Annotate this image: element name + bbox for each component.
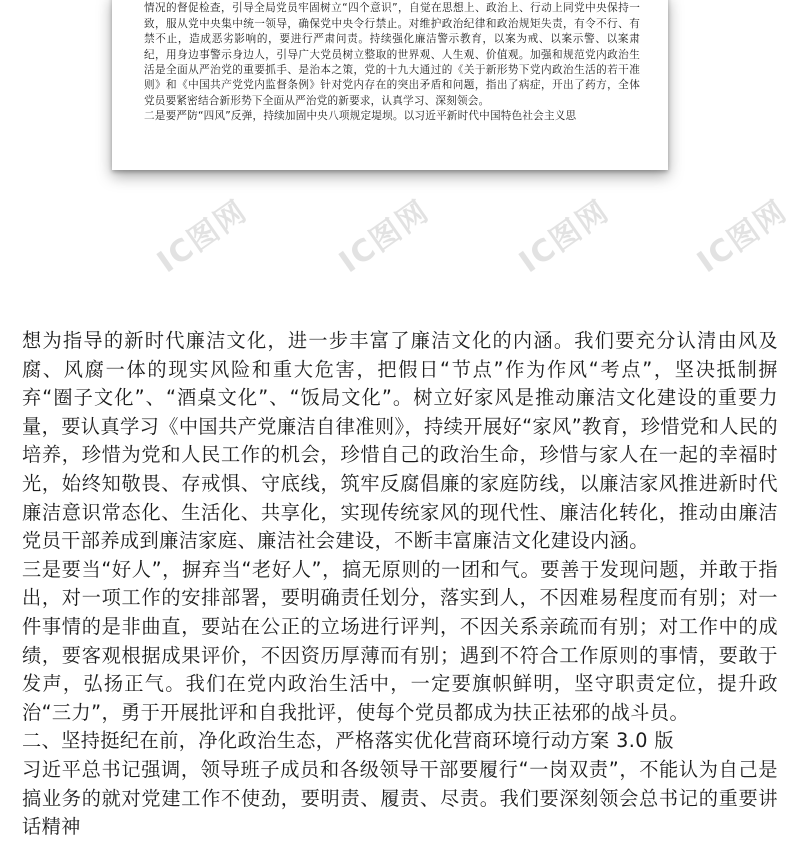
body-paragraph: 想为指导的新时代廉洁文化，进一步丰富了廉洁文化的内涵。我们要充分认清由风及腐、风腐一体的现实风险和重大危害，把假日“节点”作为作风“考点”，坚决抵制摒弃“圈子文化”、“酒桌文化”、“饭局文化”。树立好家风是推动廉洁文化建设的重要力量，要认真学习《中国共产党廉洁自律准则》，持续开展好“家风”教育，珍惜党和人民的培养，珍惜为党和人民工作的机会，珍惜自己的政治生命，珍惜与家人在一起的幸福时光，始终知敬畏、存戒惧、守底线，筑牢反腐倡廉的家庭防线，以廉洁家风推进新时代廉洁意识常态化、生活化、共享化，实现传统家风的现代性、廉洁化转化，推动由廉洁党员干部养成到廉洁家庭、廉洁社会建设，不断丰富廉洁文化建设内涵。	[22, 329, 778, 553]
document-body	[22, 327, 778, 842]
watermark: IC图网	[691, 193, 795, 281]
body-paragraph: 习近平总书记强调，领导班子成员和各级领导干部要履行“一岗双责”，不能认为自己是搞业务的就对党建工作不使劲，要明责、履责、尽责。我们要深刻领会总书记的重要讲话精神	[22, 757, 778, 839]
preview-text	[144, 0, 640, 125]
watermark: IC图网	[333, 193, 437, 281]
preview-paragraph: 情况的督促检查，引导全局党员牢固树立“四个意识”，自觉在思想上、政治上、行动上同党中央保持一致，服从党中央集中统一领导，确保党中央令行禁止。对维护政治纪律和政治规矩失责，有令不行、有禁不止，造成恶劣影响的，要进行严肃问责。持续强化廉洁警示教育，以案为戒、以案示警、以案肃纪，用身边事警示身边人，引导广大党员树立整取的世界观、人生观、价值观。加强和规范党内政治生活是全面从严治党的重要抓手、是治本之策，党的十九大通过的《关于新形势下党内政治生活的若干准则》和《中国共产党党内监督条例》针对党内存在的突出矛盾和问题，指出了病症，开出了药方，全体党员要紧密结合新形势下全面从严治党的新要求，认真学习、深刻领会。	[144, 2, 640, 107]
preview-area	[0, 0, 800, 300]
body-paragraph: 三是要当“好人”，摒弃当“老好人”，搞无原则的一团和气。要善于发现问题，并敢于指出，对一项工作的安排部署，要明确责任划分，落实到人，不因难易程度而有别；对一件事情的是非曲直，要站在公正的立场进行评判，不因关系亲疏而有别；对工作中的成绩，要客观根据成果评价，不因资历厚薄而有别；遇到不符合工作原则的事情，要敢于发声，弘扬正气。我们在党内政治生活中，一定要旗帜鲜明，坚守职责定位，提升政治“三力”，勇于开展批评和自我批评，使每个党员都成为扶正祛邪的战斗员。	[22, 557, 778, 724]
watermark: IC图网	[513, 193, 617, 281]
preview-paragraph: 二是要严防“四风”反弹，持续加固中央八项规定堤坝。以习近平新时代中国特色社会主义思	[144, 110, 577, 123]
section-heading: 二、坚持挺纪在前，净化政治生态，严格落实优化营商环境行动方案 3.0 版	[22, 729, 674, 753]
watermark: IC图网	[151, 193, 255, 281]
document-preview-card	[112, 0, 668, 170]
